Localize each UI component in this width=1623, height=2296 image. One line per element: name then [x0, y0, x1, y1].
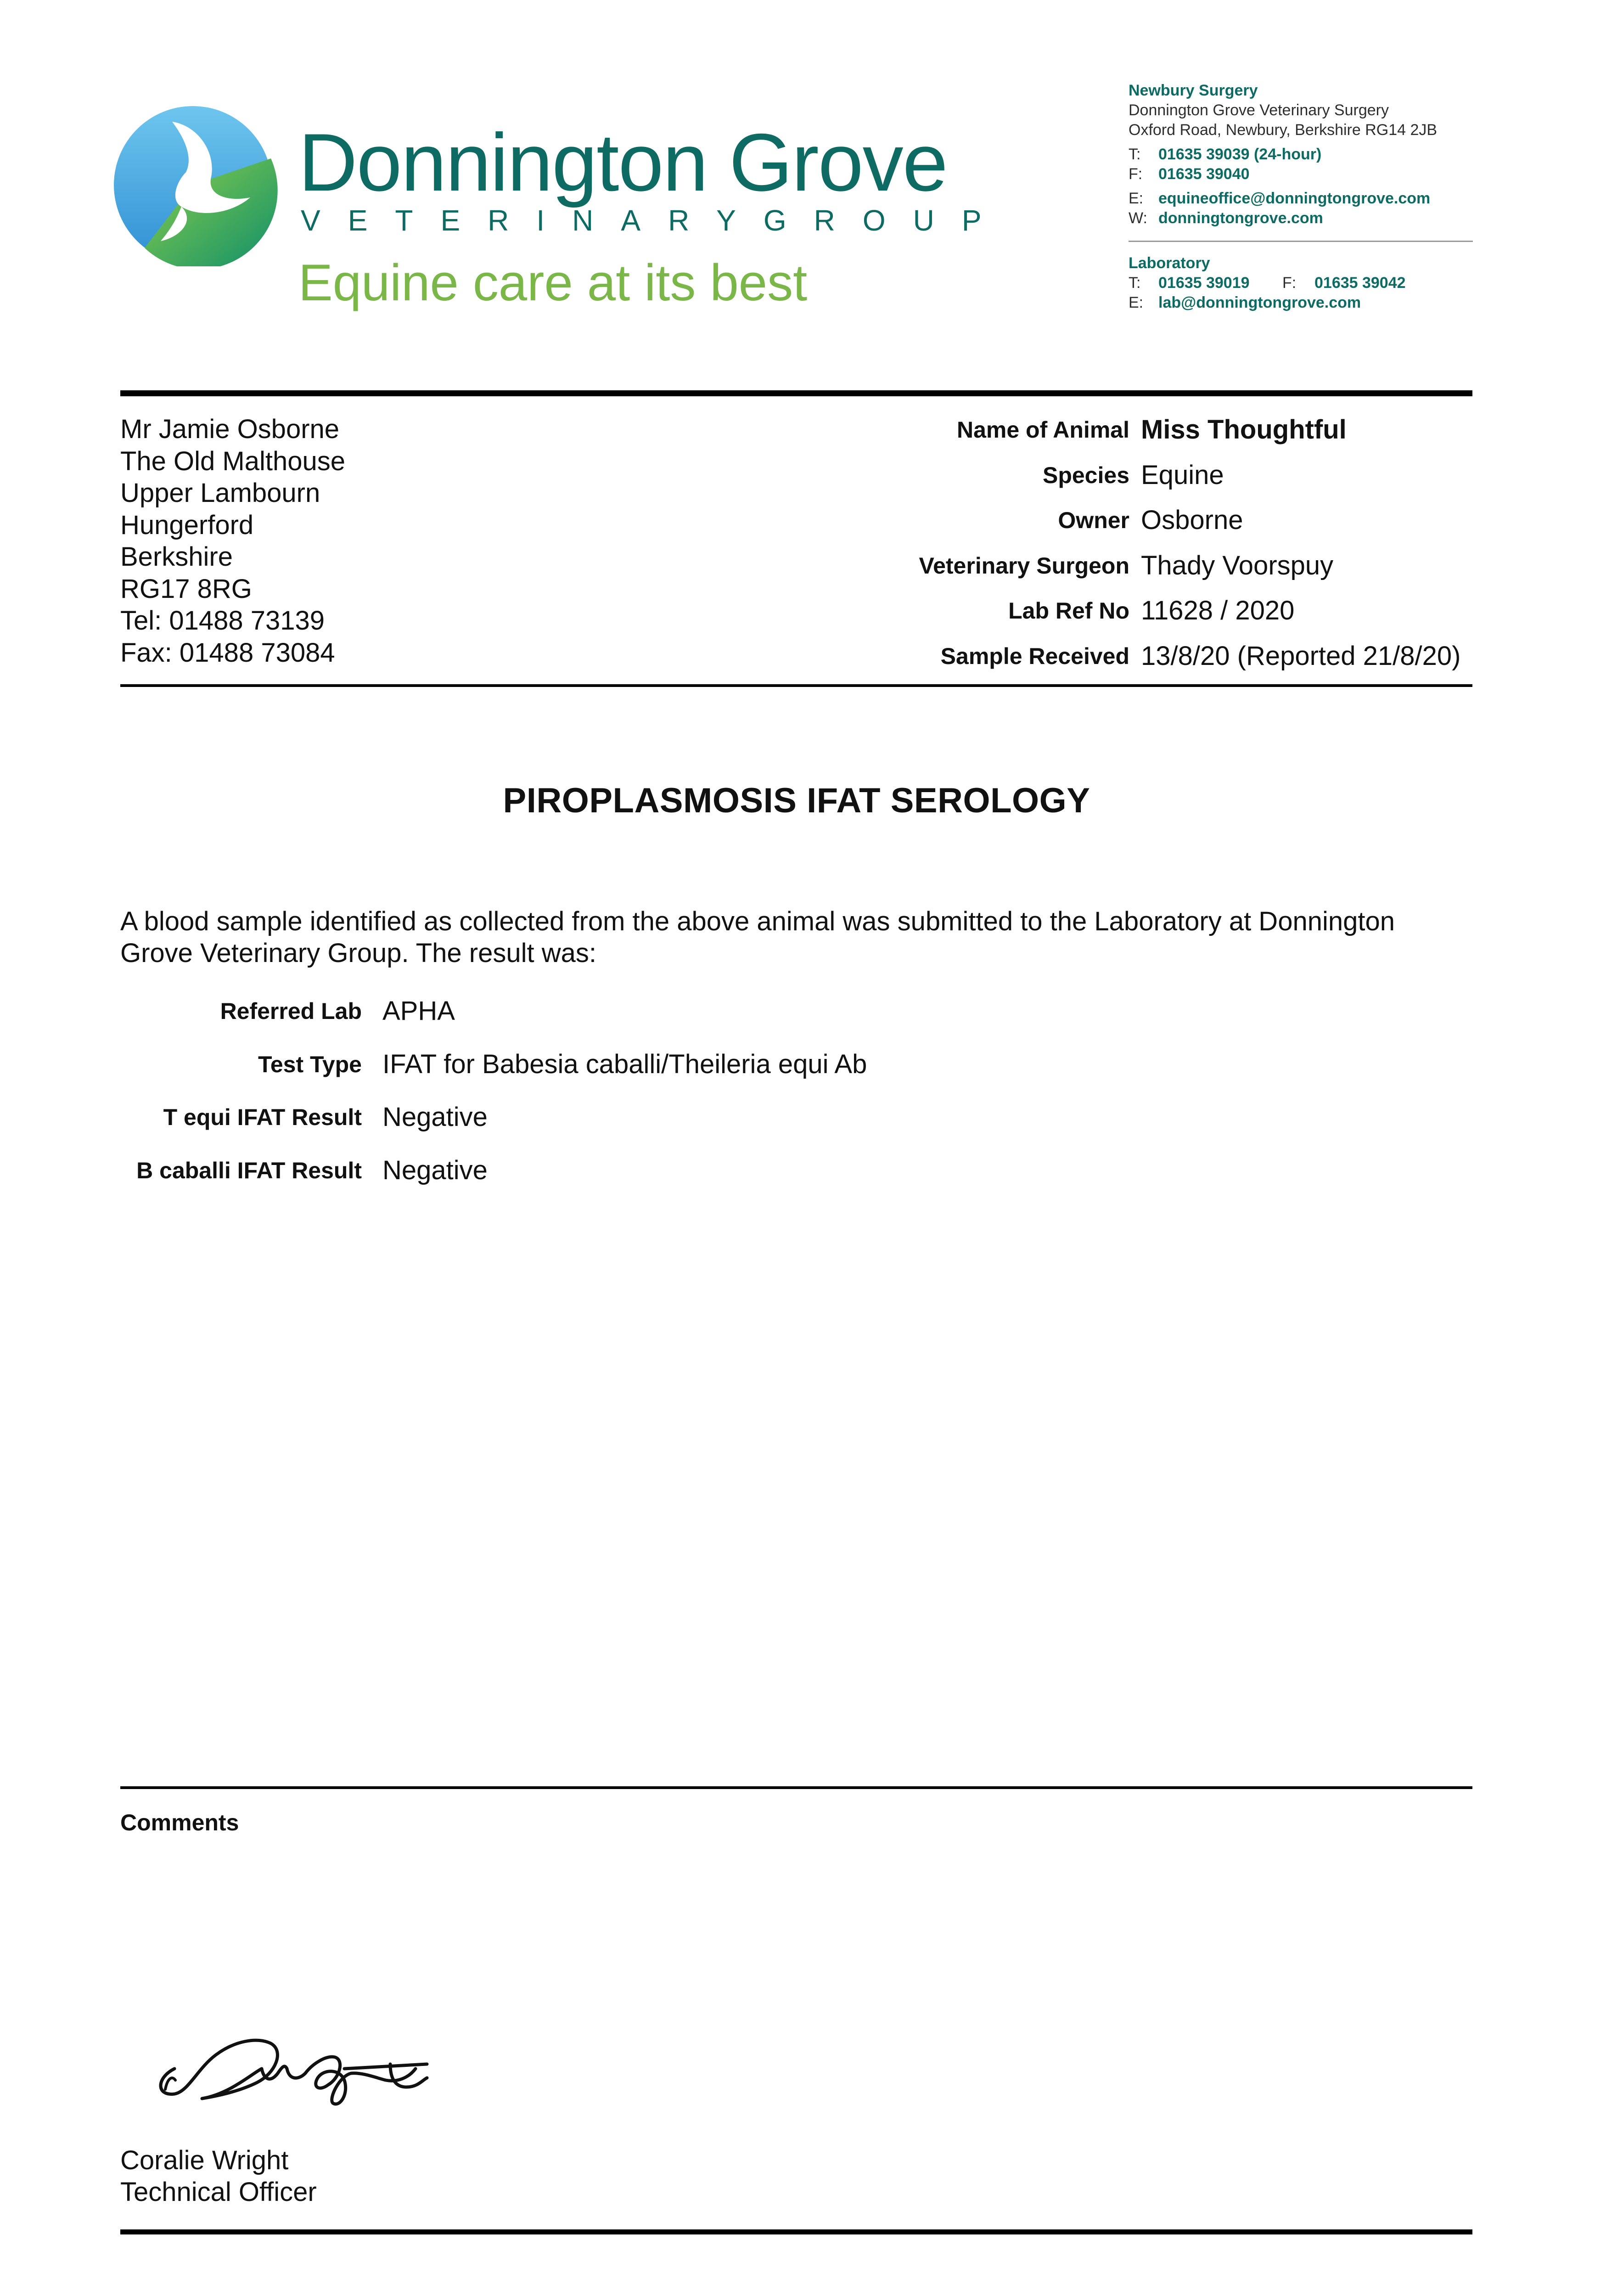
tagline: Equine care at its best — [298, 254, 808, 311]
address-line: Fax: 01488 73084 — [120, 637, 335, 668]
address-line: Mr Jamie Osborne — [120, 414, 340, 444]
laboratory-contact-block — [1129, 253, 1473, 313]
info-label: Owner — [1058, 507, 1129, 533]
address-line: Tel: 01488 73139 — [120, 606, 325, 636]
info-row-species — [781, 460, 1474, 505]
signatory-role: Technical Officer — [120, 2177, 317, 2207]
info-row-animal-name — [781, 414, 1474, 460]
animal-info — [781, 414, 1474, 686]
surgery-address-line2: Oxford Road, Newbury, Berkshire RG14 2JB — [1129, 121, 1438, 139]
surgery-web[interactable]: donningtongrove.com — [1158, 209, 1323, 227]
surgery-tel-key: T: — [1129, 146, 1141, 163]
info-value: Equine — [1141, 460, 1224, 490]
info-row-sample-received — [781, 641, 1474, 686]
result-value: Negative — [382, 1155, 488, 1185]
address-line: The Old Malthouse — [120, 446, 346, 476]
lab-email-key: E: — [1129, 294, 1144, 311]
info-rule — [120, 684, 1472, 687]
surgery-fax: 01635 39040 — [1158, 165, 1250, 183]
header-rule — [120, 390, 1472, 396]
brand-subtitle-word-2: GROUP — [763, 204, 1009, 237]
report-intro: A blood sample identified as collected from the above animal was submitted to the Laboratory at Donnington Grove Veterinary Group. The result was: — [120, 906, 1395, 968]
result-row — [92, 1155, 867, 1208]
info-label: Species — [1042, 462, 1129, 488]
result-row — [92, 996, 867, 1049]
logo-mark — [112, 103, 278, 266]
report-title: PIROPLASMOSIS IFAT SEROLOGY — [503, 781, 1090, 820]
contact-divider — [1129, 241, 1473, 242]
result-value: APHA — [382, 996, 455, 1026]
result-label: T equi IFAT Result — [163, 1104, 362, 1130]
result-label: Test Type — [258, 1051, 362, 1077]
lab-tel[interactable]: 01635 39019 — [1158, 274, 1250, 292]
result-row — [92, 1049, 867, 1102]
signatory — [120, 2144, 317, 2208]
result-row — [92, 1102, 867, 1155]
lab-fax-key: F: — [1282, 274, 1297, 292]
result-value: IFAT for Babesia caballi/Theileria equi Ab — [382, 1049, 867, 1079]
result-label: Referred Lab — [220, 998, 362, 1024]
info-value: Miss Thoughtful — [1141, 415, 1347, 445]
surgery-tel[interactable]: 01635 39039 (24-hour) — [1158, 146, 1322, 163]
client-address — [120, 413, 345, 669]
laboratory-title: Laboratory — [1129, 254, 1210, 272]
address-line: Upper Lambourn — [120, 478, 320, 508]
signatory-name: Coralie Wright — [120, 2145, 289, 2175]
address-line: RG17 8RG — [120, 574, 252, 604]
info-label: Veterinary Surgeon — [919, 552, 1129, 579]
address-line: Berkshire — [120, 542, 233, 572]
lab-tel-key: T: — [1129, 274, 1141, 292]
surgery-email[interactable]: equineoffice@donningtongrove.com — [1158, 190, 1431, 207]
results-table — [92, 996, 867, 1208]
brand-subtitle-word-1: VETERINARY — [301, 204, 764, 237]
lab-email[interactable]: lab@donningtongrove.com — [1158, 294, 1361, 311]
surgery-contact-block — [1129, 81, 1473, 228]
info-row-lab-ref — [781, 595, 1474, 641]
lab-fax: 01635 39042 — [1314, 274, 1406, 292]
surgery-web-key: W: — [1129, 209, 1147, 227]
info-value: 13/8/20 (Reported 21/8/20) — [1141, 641, 1461, 671]
surgery-fax-key: F: — [1129, 165, 1143, 183]
info-row-vet — [781, 550, 1474, 596]
surgery-title: Newbury Surgery — [1129, 82, 1258, 99]
result-value: Negative — [382, 1102, 488, 1132]
brand-name: Donnington Grove — [298, 117, 947, 208]
info-row-owner — [781, 505, 1474, 550]
info-label: Sample Received — [940, 643, 1129, 669]
surgery-address-line1: Donnington Grove Veterinary Surgery — [1129, 101, 1389, 119]
surgery-email-key: E: — [1129, 190, 1144, 207]
signature — [147, 2000, 459, 2124]
info-value: 11628 / 2020 — [1141, 596, 1295, 625]
info-value: Thady Voorspuy — [1141, 550, 1334, 580]
result-label: B caballi IFAT Result — [136, 1157, 362, 1183]
comments-label: Comments — [120, 1810, 239, 1835]
brand-subtitle — [301, 204, 1009, 237]
address-line: Hungerford — [120, 510, 254, 540]
footer-rule — [120, 2229, 1472, 2234]
info-value: Osborne — [1141, 505, 1243, 535]
comments-rule — [120, 1786, 1472, 1789]
info-label: Name of Animal — [956, 417, 1129, 443]
info-label: Lab Ref No — [1008, 598, 1129, 624]
